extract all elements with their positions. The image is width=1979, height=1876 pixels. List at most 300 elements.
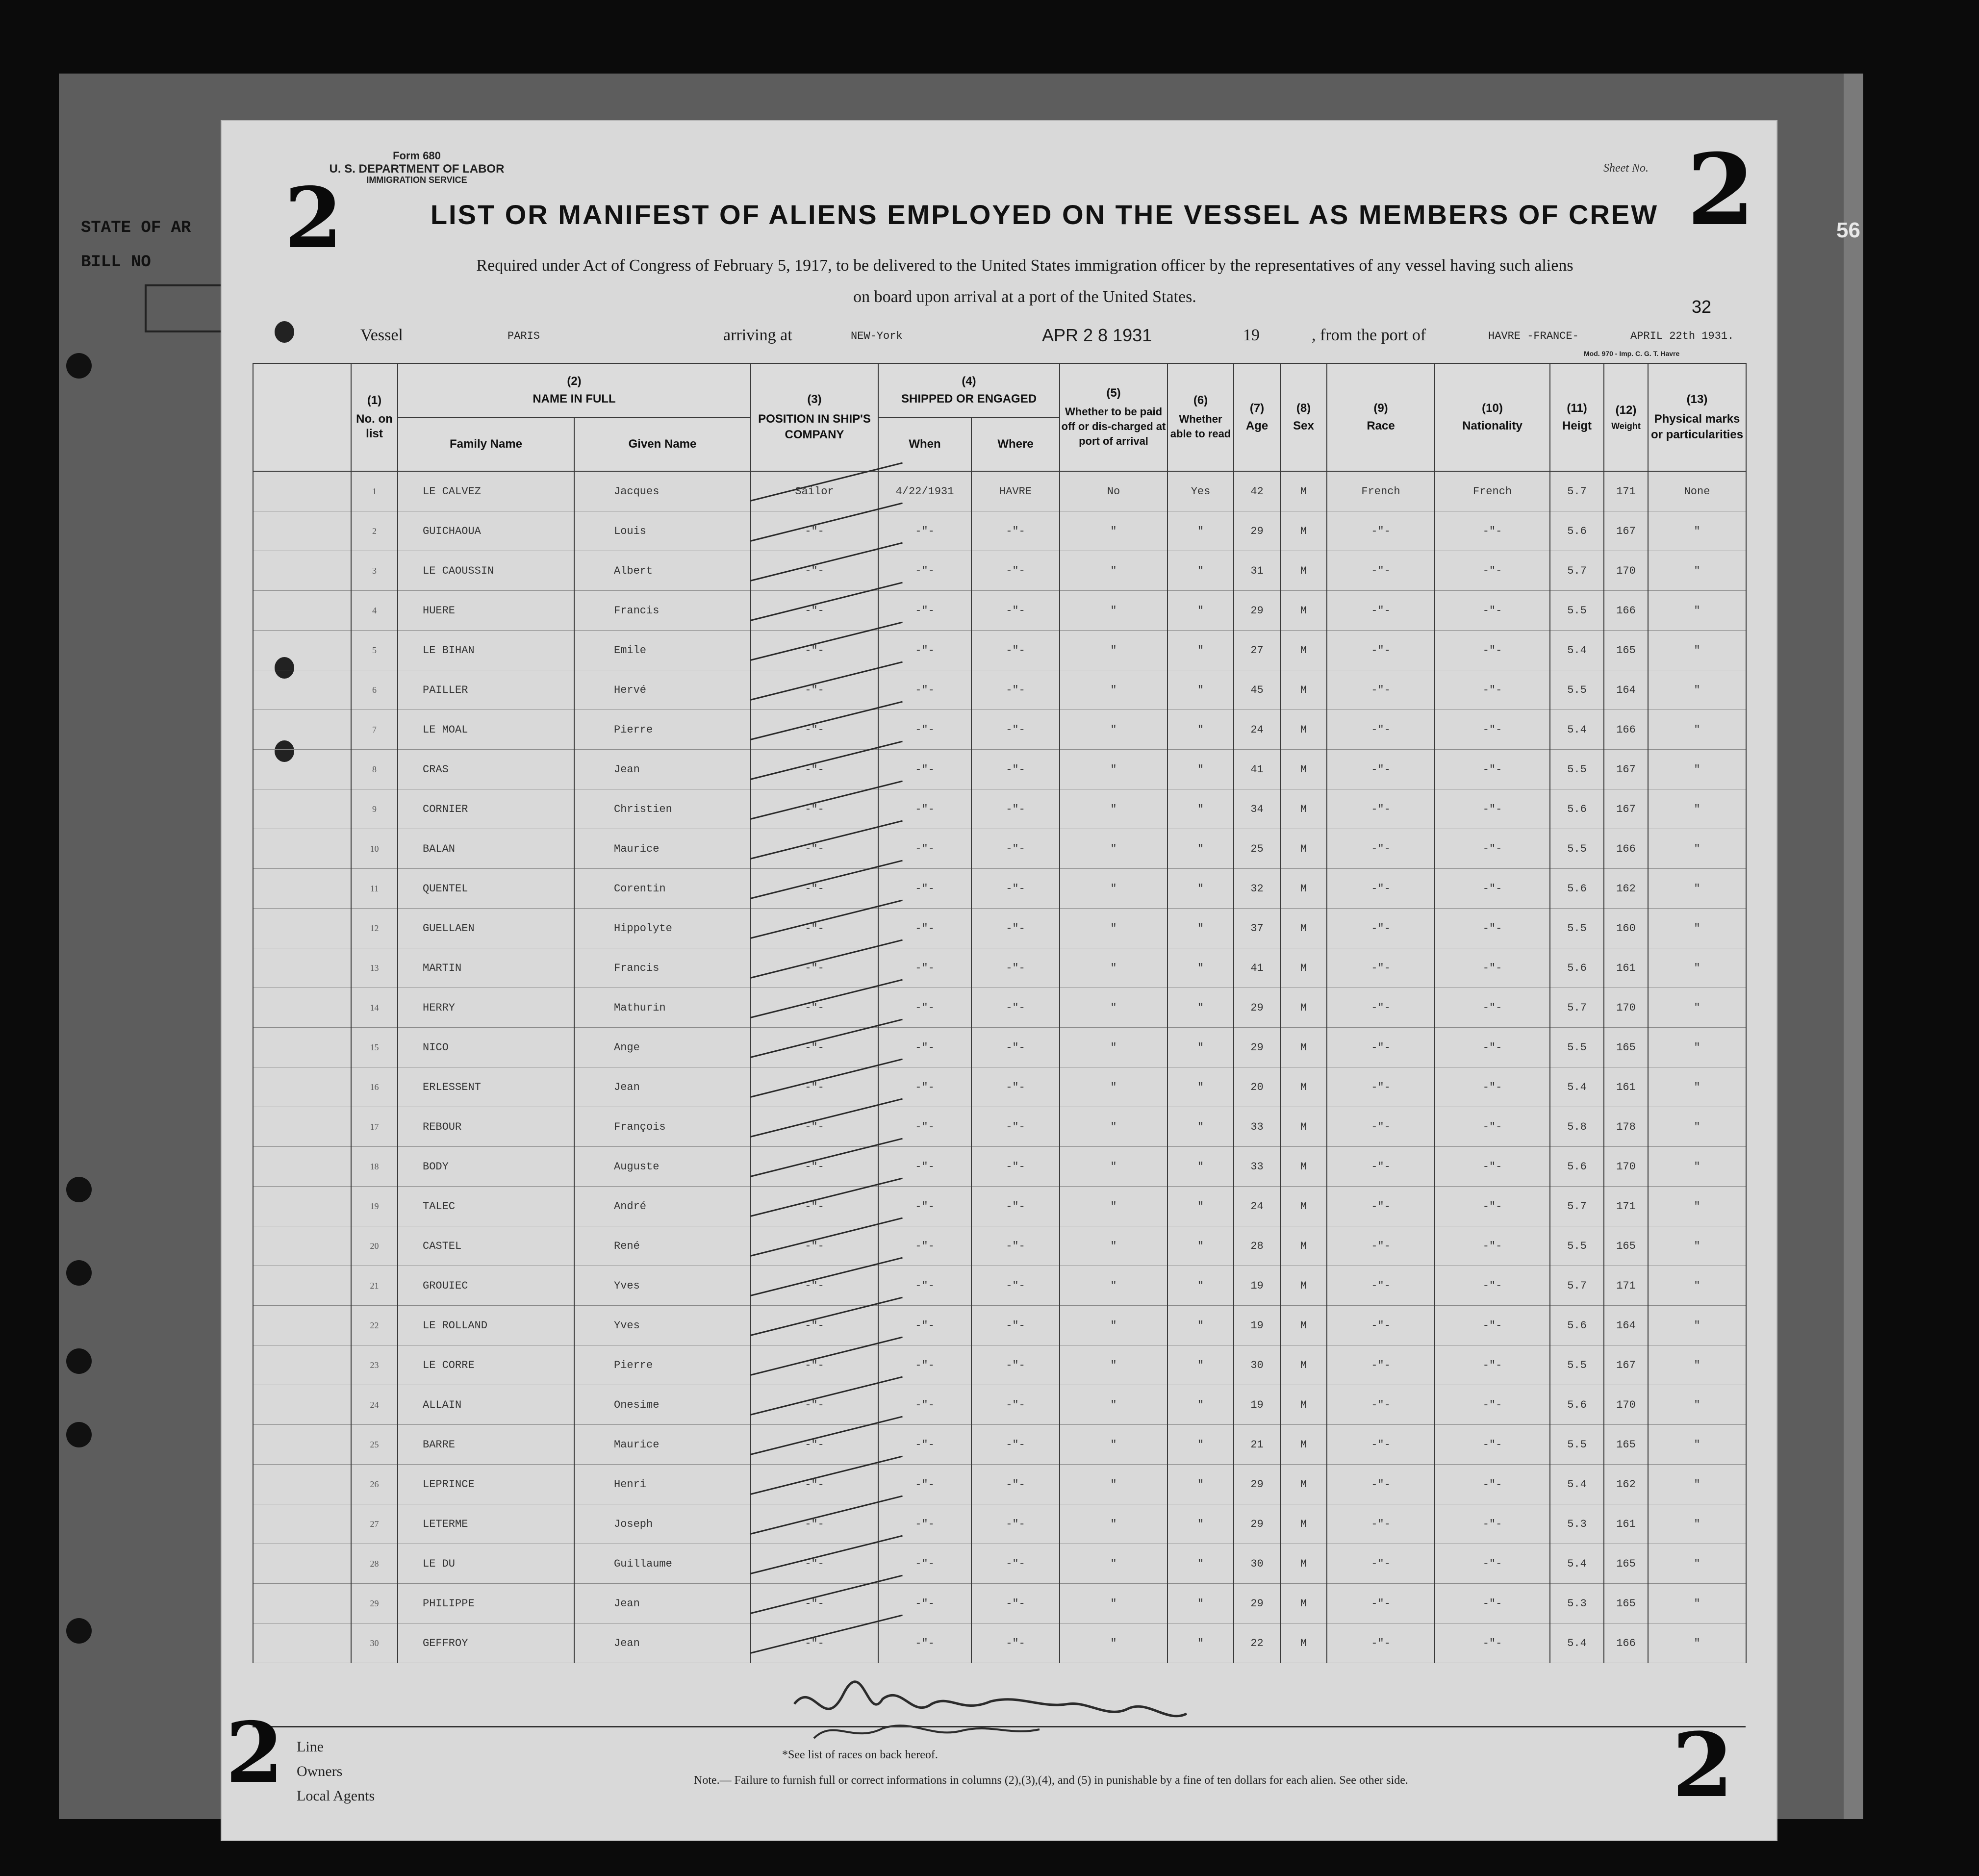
arriving-label: arriving at bbox=[723, 326, 792, 344]
year-prefix: 19 bbox=[1243, 326, 1260, 344]
cell-margin-cell bbox=[253, 1107, 351, 1147]
cell-sex: M bbox=[1280, 1345, 1327, 1385]
cell-race: -"- bbox=[1327, 511, 1435, 551]
cell-race: -"- bbox=[1327, 710, 1435, 750]
cell-paid-off: " bbox=[1060, 1107, 1167, 1147]
cell-family-name: REBOUR bbox=[398, 1107, 574, 1147]
cell-age: 41 bbox=[1234, 948, 1280, 988]
header-when: When bbox=[878, 417, 971, 471]
cell-weight: 165 bbox=[1604, 1584, 1648, 1623]
cell-given-name: Jean bbox=[574, 1584, 751, 1623]
cell-able-to-read: " bbox=[1167, 670, 1234, 710]
cell-shipped-where: -"- bbox=[971, 1226, 1060, 1266]
cell-row-number: 5 bbox=[351, 631, 398, 670]
cell-position: -"- bbox=[751, 511, 878, 551]
cell-weight: 162 bbox=[1604, 1465, 1648, 1504]
cell-age: 33 bbox=[1234, 1107, 1280, 1147]
cell-margin-cell bbox=[253, 1306, 351, 1345]
table-row bbox=[253, 1028, 1746, 1067]
cell-shipped-where: -"- bbox=[971, 948, 1060, 988]
cell-row-number: 19 bbox=[351, 1187, 398, 1226]
cell-position: -"- bbox=[751, 1584, 878, 1623]
cell-paid-off: " bbox=[1060, 1623, 1167, 1663]
cell-paid-off: " bbox=[1060, 1465, 1167, 1504]
cell-row-number: 22 bbox=[351, 1306, 398, 1345]
table-row bbox=[253, 988, 1746, 1028]
table-row bbox=[253, 750, 1746, 789]
cell-race: -"- bbox=[1327, 631, 1435, 670]
footer-labels bbox=[297, 1735, 375, 1808]
cell-sex: M bbox=[1280, 1465, 1327, 1504]
cell-family-name: CRAS bbox=[398, 750, 574, 789]
cell-given-name: Corentin bbox=[574, 869, 751, 909]
cell-row-number: 8 bbox=[351, 750, 398, 789]
page-number: 32 bbox=[1692, 297, 1712, 317]
cell-race: -"- bbox=[1327, 1345, 1435, 1385]
cell-weight: 162 bbox=[1604, 869, 1648, 909]
cell-row-number: 17 bbox=[351, 1107, 398, 1147]
cell-family-name: GROUIEC bbox=[398, 1266, 574, 1306]
col-1-label: No. on list bbox=[356, 412, 393, 440]
header-col-4 bbox=[878, 363, 1060, 417]
header-family-name: Family Name bbox=[398, 417, 574, 471]
cell-weight: 170 bbox=[1604, 1385, 1648, 1425]
cell-physical-marks: " bbox=[1648, 1028, 1746, 1067]
col-9-label: Race bbox=[1367, 419, 1395, 432]
cell-paid-off: " bbox=[1060, 1504, 1167, 1544]
cell-position: -"- bbox=[751, 1385, 878, 1425]
cell-position: Sailor bbox=[751, 471, 878, 511]
cell-race: -"- bbox=[1327, 909, 1435, 948]
cell-row-number: 11 bbox=[351, 869, 398, 909]
table-row bbox=[253, 551, 1746, 591]
cell-given-name: Henri bbox=[574, 1465, 751, 1504]
cell-row-number: 16 bbox=[351, 1067, 398, 1107]
cell-age: 30 bbox=[1234, 1345, 1280, 1385]
cell-physical-marks: " bbox=[1648, 869, 1746, 909]
cell-able-to-read: " bbox=[1167, 551, 1234, 591]
cell-shipped-when: -"- bbox=[878, 988, 971, 1028]
arriving-port: NEW-York bbox=[851, 330, 903, 342]
cell-nationality: -"- bbox=[1435, 1584, 1550, 1623]
cell-able-to-read: " bbox=[1167, 511, 1234, 551]
cell-weight: 167 bbox=[1604, 750, 1648, 789]
cell-age: 20 bbox=[1234, 1067, 1280, 1107]
table-row bbox=[253, 869, 1746, 909]
cell-age: 41 bbox=[1234, 750, 1280, 789]
cell-margin-cell bbox=[253, 1028, 351, 1067]
cell-row-number: 2 bbox=[351, 511, 398, 551]
cell-able-to-read: " bbox=[1167, 1504, 1234, 1544]
mount-stamp-line1: STATE OF AR bbox=[81, 219, 191, 237]
cell-paid-off: No bbox=[1060, 471, 1167, 511]
cell-paid-off: " bbox=[1060, 909, 1167, 948]
cell-age: 25 bbox=[1234, 829, 1280, 869]
cell-age: 21 bbox=[1234, 1425, 1280, 1465]
table-row bbox=[253, 511, 1746, 551]
cell-row-number: 25 bbox=[351, 1425, 398, 1465]
cell-sex: M bbox=[1280, 551, 1327, 591]
cell-race: -"- bbox=[1327, 1226, 1435, 1266]
cell-able-to-read: " bbox=[1167, 1187, 1234, 1226]
cell-family-name: LE CORRE bbox=[398, 1345, 574, 1385]
cell-weight: 171 bbox=[1604, 1266, 1648, 1306]
cell-height: 5.6 bbox=[1550, 1385, 1604, 1425]
cell-paid-off: " bbox=[1060, 750, 1167, 789]
cell-sex: M bbox=[1280, 1425, 1327, 1465]
vessel-line bbox=[360, 326, 1733, 351]
cell-given-name: Maurice bbox=[574, 829, 751, 869]
cell-weight: 170 bbox=[1604, 551, 1648, 591]
cell-shipped-when: -"- bbox=[878, 1067, 971, 1107]
cell-age: 29 bbox=[1234, 1584, 1280, 1623]
cell-physical-marks: " bbox=[1648, 1107, 1746, 1147]
cell-weight: 167 bbox=[1604, 511, 1648, 551]
cell-shipped-where: -"- bbox=[971, 1623, 1060, 1663]
cell-position: -"- bbox=[751, 750, 878, 789]
cell-height: 5.3 bbox=[1550, 1504, 1604, 1544]
cell-able-to-read: " bbox=[1167, 909, 1234, 948]
cell-family-name: LE CALVEZ bbox=[398, 471, 574, 511]
cell-paid-off: " bbox=[1060, 1067, 1167, 1107]
cell-family-name: BODY bbox=[398, 1147, 574, 1187]
cell-nationality: -"- bbox=[1435, 710, 1550, 750]
cell-shipped-where: -"- bbox=[971, 591, 1060, 631]
cell-position: -"- bbox=[751, 1504, 878, 1544]
archive-number: 56 bbox=[1836, 218, 1860, 242]
cell-margin-cell bbox=[253, 948, 351, 988]
cell-able-to-read: " bbox=[1167, 1067, 1234, 1107]
cell-nationality: -"- bbox=[1435, 1623, 1550, 1663]
cell-shipped-where: -"- bbox=[971, 869, 1060, 909]
department-name: U. S. DEPARTMENT OF LABOR bbox=[329, 162, 505, 176]
cell-margin-cell bbox=[253, 750, 351, 789]
header-col-8 bbox=[1280, 363, 1327, 471]
header-col-1 bbox=[351, 363, 398, 471]
cell-margin-cell bbox=[253, 670, 351, 710]
table-row bbox=[253, 1147, 1746, 1187]
cell-row-number: 26 bbox=[351, 1465, 398, 1504]
cell-race: -"- bbox=[1327, 1425, 1435, 1465]
cell-able-to-read: " bbox=[1167, 988, 1234, 1028]
cell-sex: M bbox=[1280, 1147, 1327, 1187]
cell-physical-marks: " bbox=[1648, 511, 1746, 551]
races-note: *See list of races on back hereof. bbox=[782, 1749, 938, 1761]
cell-able-to-read: " bbox=[1167, 1425, 1234, 1465]
cell-position: -"- bbox=[751, 1623, 878, 1663]
cell-row-number: 21 bbox=[351, 1266, 398, 1306]
cell-position: -"- bbox=[751, 909, 878, 948]
cell-physical-marks: " bbox=[1648, 591, 1746, 631]
cell-margin-cell bbox=[253, 1147, 351, 1187]
cell-physical-marks: " bbox=[1648, 789, 1746, 829]
cell-shipped-where: -"- bbox=[971, 789, 1060, 829]
col-7-label: Age bbox=[1245, 419, 1269, 432]
cell-nationality: -"- bbox=[1435, 1107, 1550, 1147]
cell-margin-cell bbox=[253, 789, 351, 829]
cell-family-name: LE CAOUSSIN bbox=[398, 551, 574, 591]
cell-age: 29 bbox=[1234, 988, 1280, 1028]
cell-margin-cell bbox=[253, 1067, 351, 1107]
cell-height: 5.5 bbox=[1550, 829, 1604, 869]
table-row bbox=[253, 1504, 1746, 1544]
cell-position: -"- bbox=[751, 710, 878, 750]
cell-sex: M bbox=[1280, 1385, 1327, 1425]
binder-hole bbox=[66, 1260, 92, 1286]
cell-shipped-when: -"- bbox=[878, 1504, 971, 1544]
cell-shipped-where: -"- bbox=[971, 1107, 1060, 1147]
page-punch-hole bbox=[275, 321, 294, 343]
cell-margin-cell bbox=[253, 1544, 351, 1584]
cell-nationality: -"- bbox=[1435, 1147, 1550, 1187]
cell-physical-marks: " bbox=[1648, 551, 1746, 591]
cell-weight: 165 bbox=[1604, 1226, 1648, 1266]
cell-able-to-read: " bbox=[1167, 1266, 1234, 1306]
cell-margin-cell bbox=[253, 1187, 351, 1226]
document-title: LIST OR MANIFEST OF ALIENS EMPLOYED ON THE VESSEL AS MEMBERS OF CREW bbox=[430, 199, 1659, 230]
cell-nationality: -"- bbox=[1435, 631, 1550, 670]
cell-age: 37 bbox=[1234, 909, 1280, 948]
cell-position: -"- bbox=[751, 988, 878, 1028]
arrival-date-stamp: APR 2 8 1931 bbox=[1042, 325, 1152, 345]
cell-paid-off: " bbox=[1060, 1147, 1167, 1187]
cell-race: -"- bbox=[1327, 869, 1435, 909]
table-row bbox=[253, 591, 1746, 631]
col-8-label: Sex bbox=[1293, 419, 1314, 432]
cell-nationality: -"- bbox=[1435, 789, 1550, 829]
cell-race: -"- bbox=[1327, 1266, 1435, 1306]
cell-physical-marks: None bbox=[1648, 471, 1746, 511]
header-col-2 bbox=[398, 363, 751, 417]
cell-paid-off: " bbox=[1060, 1187, 1167, 1226]
col-12-number: (12) bbox=[1615, 403, 1637, 417]
cell-sex: M bbox=[1280, 1226, 1327, 1266]
cell-shipped-when: -"- bbox=[878, 670, 971, 710]
cell-age: 33 bbox=[1234, 1147, 1280, 1187]
cell-paid-off: " bbox=[1060, 1306, 1167, 1345]
cell-race: French bbox=[1327, 471, 1435, 511]
cell-shipped-when: -"- bbox=[878, 789, 971, 829]
cell-age: 30 bbox=[1234, 1544, 1280, 1584]
cell-nationality: -"- bbox=[1435, 1067, 1550, 1107]
cell-height: 5.5 bbox=[1550, 909, 1604, 948]
cell-paid-off: " bbox=[1060, 631, 1167, 670]
cell-race: -"- bbox=[1327, 1584, 1435, 1623]
fine-note: Note.— Failure to furnish full or correct informations in columns (2),(3),(4), and (5) in punishable by a fine of ten dollars for each alien. See other side. bbox=[694, 1774, 1408, 1787]
cell-height: 5.3 bbox=[1550, 1584, 1604, 1623]
header-given-name: Given Name bbox=[574, 417, 751, 471]
cell-given-name: Guillaume bbox=[574, 1544, 751, 1584]
cell-shipped-where: -"- bbox=[971, 1425, 1060, 1465]
cell-margin-cell bbox=[253, 1465, 351, 1504]
cell-physical-marks: " bbox=[1648, 1147, 1746, 1187]
cell-age: 24 bbox=[1234, 710, 1280, 750]
cell-age: 19 bbox=[1234, 1306, 1280, 1345]
cell-race: -"- bbox=[1327, 1147, 1435, 1187]
cell-weight: 166 bbox=[1604, 591, 1648, 631]
cell-race: -"- bbox=[1327, 1067, 1435, 1107]
cell-able-to-read: " bbox=[1167, 948, 1234, 988]
cell-shipped-where: HAVRE bbox=[971, 471, 1060, 511]
cell-position: -"- bbox=[751, 1266, 878, 1306]
cell-paid-off: " bbox=[1060, 1544, 1167, 1584]
cell-position: -"- bbox=[751, 631, 878, 670]
cell-paid-off: " bbox=[1060, 591, 1167, 631]
col-9-number: (9) bbox=[1373, 402, 1388, 415]
cell-physical-marks: " bbox=[1648, 1544, 1746, 1584]
cell-height: 5.4 bbox=[1550, 710, 1604, 750]
cell-margin-cell bbox=[253, 869, 351, 909]
cell-given-name: Pierre bbox=[574, 1345, 751, 1385]
cell-given-name: François bbox=[574, 1107, 751, 1147]
cell-age: 29 bbox=[1234, 1504, 1280, 1544]
cell-sex: M bbox=[1280, 1028, 1327, 1067]
footer-owners-label: Owners bbox=[297, 1763, 343, 1779]
cell-position: -"- bbox=[751, 789, 878, 829]
cell-family-name: HUERE bbox=[398, 591, 574, 631]
cell-margin-cell bbox=[253, 829, 351, 869]
cell-given-name: Mathurin bbox=[574, 988, 751, 1028]
cell-physical-marks: " bbox=[1648, 1623, 1746, 1663]
cell-shipped-when: -"- bbox=[878, 750, 971, 789]
table-row bbox=[253, 1385, 1746, 1425]
cell-paid-off: " bbox=[1060, 1584, 1167, 1623]
cell-weight: 170 bbox=[1604, 1147, 1648, 1187]
table-row bbox=[253, 789, 1746, 829]
cell-paid-off: " bbox=[1060, 829, 1167, 869]
cell-nationality: -"- bbox=[1435, 1266, 1550, 1306]
cell-row-number: 3 bbox=[351, 551, 398, 591]
cell-physical-marks: " bbox=[1648, 670, 1746, 710]
col-3-number: (3) bbox=[807, 393, 822, 406]
cell-shipped-when: -"- bbox=[878, 1584, 971, 1623]
cell-row-number: 12 bbox=[351, 909, 398, 948]
cell-shipped-where: -"- bbox=[971, 1187, 1060, 1226]
cell-height: 5.7 bbox=[1550, 551, 1604, 591]
cell-shipped-where: -"- bbox=[971, 988, 1060, 1028]
cell-margin-cell bbox=[253, 988, 351, 1028]
cell-nationality: -"- bbox=[1435, 1465, 1550, 1504]
cell-shipped-when: -"- bbox=[878, 1425, 971, 1465]
cell-race: -"- bbox=[1327, 1544, 1435, 1584]
cell-paid-off: " bbox=[1060, 948, 1167, 988]
cell-sex: M bbox=[1280, 1306, 1327, 1345]
col-11-label: Heigt bbox=[1562, 419, 1592, 432]
cell-family-name: GUICHAOUA bbox=[398, 511, 574, 551]
cell-age: 29 bbox=[1234, 591, 1280, 631]
cell-able-to-read: " bbox=[1167, 631, 1234, 670]
cell-shipped-when: -"- bbox=[878, 1147, 971, 1187]
cell-shipped-when: -"- bbox=[878, 1226, 971, 1266]
cell-paid-off: " bbox=[1060, 1425, 1167, 1465]
header-where: Where bbox=[971, 417, 1060, 471]
footer-agents-label: Local Agents bbox=[297, 1788, 375, 1804]
cell-able-to-read: " bbox=[1167, 829, 1234, 869]
table-row bbox=[253, 670, 1746, 710]
table-row bbox=[253, 948, 1746, 988]
cell-sex: M bbox=[1280, 471, 1327, 511]
cell-shipped-where: -"- bbox=[971, 631, 1060, 670]
cell-sex: M bbox=[1280, 1107, 1327, 1147]
cell-family-name: BALAN bbox=[398, 829, 574, 869]
cell-age: 34 bbox=[1234, 789, 1280, 829]
cell-given-name: Hippolyte bbox=[574, 909, 751, 948]
cell-shipped-when: -"- bbox=[878, 1028, 971, 1067]
cell-weight: 166 bbox=[1604, 710, 1648, 750]
cell-sex: M bbox=[1280, 948, 1327, 988]
cell-shipped-where: -"- bbox=[971, 1385, 1060, 1425]
cell-paid-off: " bbox=[1060, 710, 1167, 750]
sheet-label: Sheet No. bbox=[1603, 162, 1649, 175]
cell-height: 5.5 bbox=[1550, 1226, 1604, 1266]
cell-able-to-read: " bbox=[1167, 1107, 1234, 1147]
table-row bbox=[253, 1067, 1746, 1107]
cell-shipped-when: -"- bbox=[878, 1306, 971, 1345]
footer-notes bbox=[694, 1742, 1724, 1793]
cell-sex: M bbox=[1280, 631, 1327, 670]
cell-nationality: -"- bbox=[1435, 1226, 1550, 1266]
cell-shipped-where: -"- bbox=[971, 1465, 1060, 1504]
crew-manifest-table bbox=[253, 363, 1747, 1663]
cell-weight: 178 bbox=[1604, 1107, 1648, 1147]
cell-sex: M bbox=[1280, 1504, 1327, 1544]
subtitle-line-2: on board upon arrival at a port of the United States. bbox=[853, 288, 1196, 306]
cell-height: 5.5 bbox=[1550, 670, 1604, 710]
cell-position: -"- bbox=[751, 1226, 878, 1266]
subtitle-line-1: Required under Act of Congress of February 5, 1917, to be delivered to the United States immigration officer by the representatives of any vessel having such aliens bbox=[476, 256, 1573, 275]
cell-sex: M bbox=[1280, 1187, 1327, 1226]
binder-hole bbox=[66, 1348, 92, 1374]
cell-row-number: 30 bbox=[351, 1623, 398, 1663]
cell-row-number: 24 bbox=[351, 1385, 398, 1425]
cell-shipped-where: -"- bbox=[971, 710, 1060, 750]
cell-nationality: -"- bbox=[1435, 1504, 1550, 1544]
cell-paid-off: " bbox=[1060, 1345, 1167, 1385]
cell-given-name: Jacques bbox=[574, 471, 751, 511]
cell-shipped-where: -"- bbox=[971, 1504, 1060, 1544]
cell-shipped-when: 4/22/1931 bbox=[878, 471, 971, 511]
cell-margin-cell bbox=[253, 1266, 351, 1306]
cell-given-name: Francis bbox=[574, 591, 751, 631]
binder-hole bbox=[66, 1177, 92, 1202]
cell-nationality: -"- bbox=[1435, 591, 1550, 631]
cell-age: 27 bbox=[1234, 631, 1280, 670]
cell-position: -"- bbox=[751, 1306, 878, 1345]
cell-able-to-read: " bbox=[1167, 1385, 1234, 1425]
cell-margin-cell bbox=[253, 471, 351, 511]
table-row bbox=[253, 1465, 1746, 1504]
cell-paid-off: " bbox=[1060, 1226, 1167, 1266]
cell-given-name: Jean bbox=[574, 750, 751, 789]
cell-position: -"- bbox=[751, 1187, 878, 1226]
cell-shipped-when: -"- bbox=[878, 1623, 971, 1663]
cell-family-name: CASTEL bbox=[398, 1226, 574, 1266]
cell-height: 5.4 bbox=[1550, 631, 1604, 670]
cell-position: -"- bbox=[751, 1107, 878, 1147]
table-row bbox=[253, 1584, 1746, 1623]
cell-row-number: 9 bbox=[351, 789, 398, 829]
cell-family-name: LE ROLLAND bbox=[398, 1306, 574, 1345]
cell-sex: M bbox=[1280, 591, 1327, 631]
cell-row-number: 29 bbox=[351, 1584, 398, 1623]
cell-shipped-where: -"- bbox=[971, 1345, 1060, 1385]
cell-able-to-read: " bbox=[1167, 591, 1234, 631]
cell-physical-marks: " bbox=[1648, 1345, 1746, 1385]
cell-row-number: 15 bbox=[351, 1028, 398, 1067]
cell-row-number: 7 bbox=[351, 710, 398, 750]
cell-nationality: -"- bbox=[1435, 1028, 1550, 1067]
cell-height: 5.7 bbox=[1550, 988, 1604, 1028]
